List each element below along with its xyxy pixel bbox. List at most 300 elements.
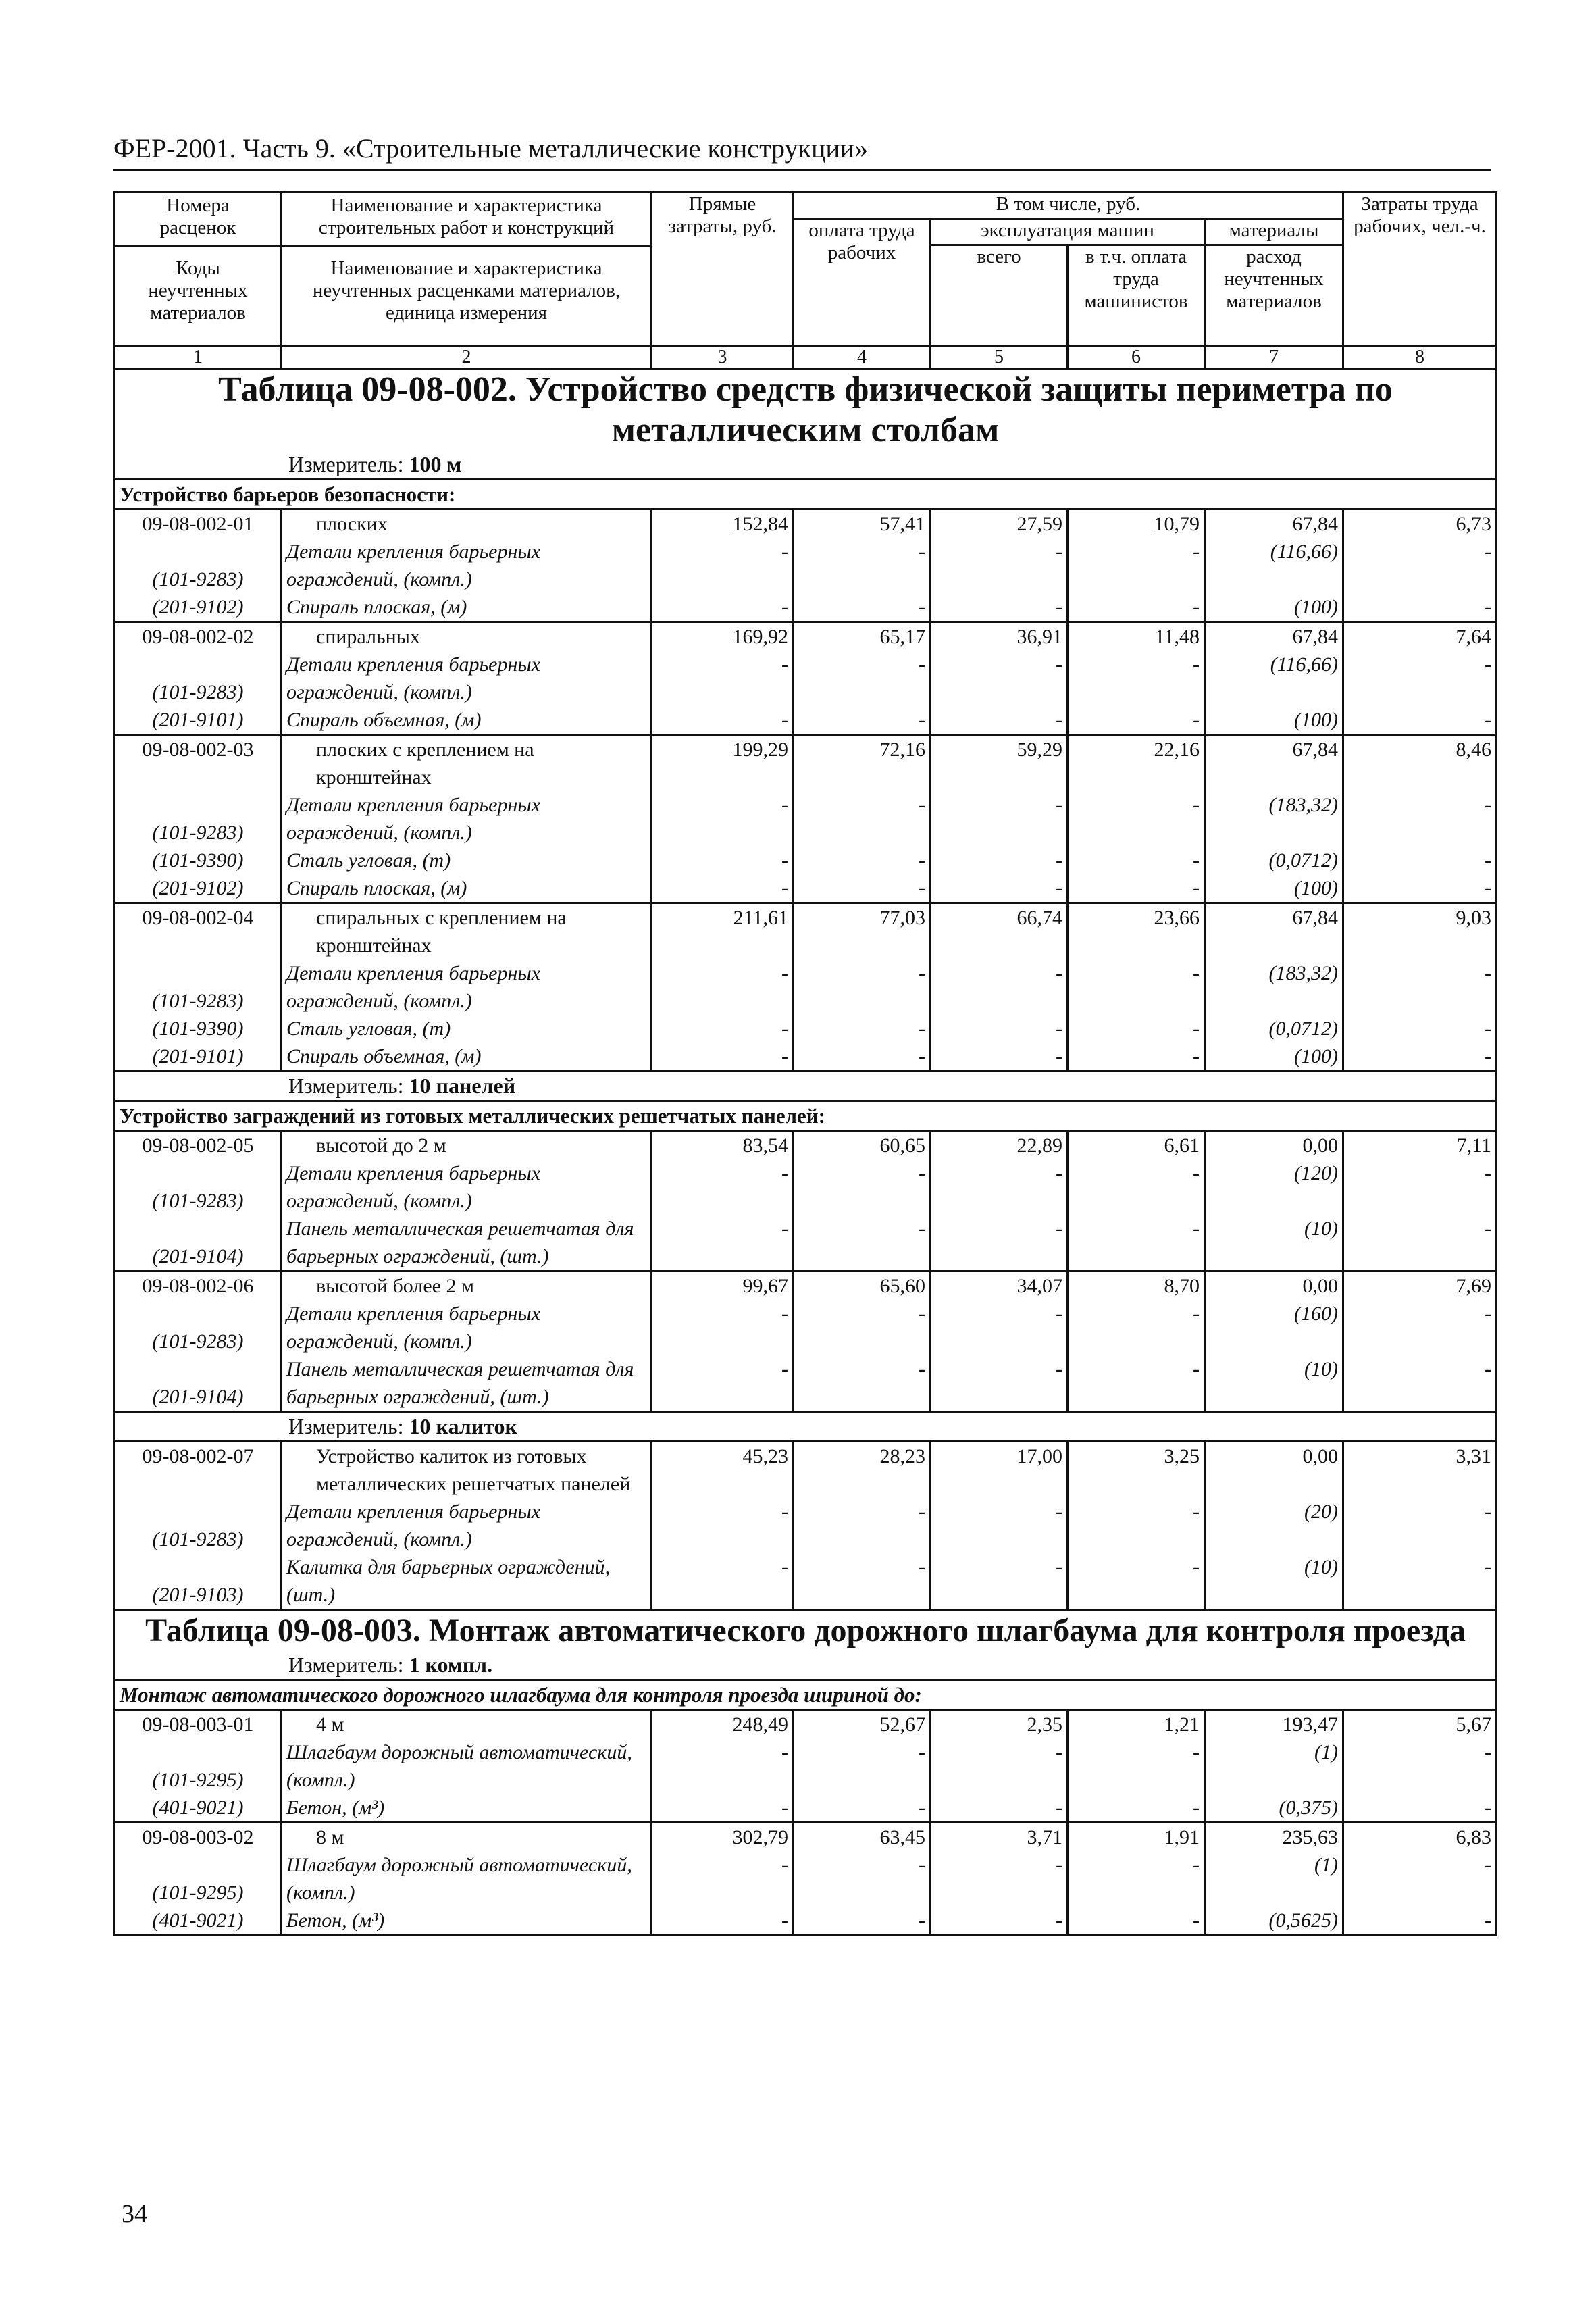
material-row xyxy=(115,1042,1497,1072)
rate-code: 09-08-002-05 xyxy=(115,1131,282,1160)
incl-header: В том числе, руб. xyxy=(794,193,1343,219)
dash: - xyxy=(1068,1042,1205,1072)
value-v4: 65,17 xyxy=(794,622,931,651)
rows-group-3 xyxy=(115,1442,1497,1610)
dash: - xyxy=(1068,847,1205,874)
material-row xyxy=(115,1215,1497,1272)
material-code: (401-9021) xyxy=(115,1907,282,1936)
work-name: спиральных с креплением на кронштейнах xyxy=(282,903,652,960)
value-v6: 3,25 xyxy=(1068,1442,1205,1499)
value-v3: 152,84 xyxy=(652,509,794,538)
value-v7: 0,00 xyxy=(1205,1272,1343,1301)
dash: - xyxy=(1343,1851,1497,1907)
material-quantity: (0,375) xyxy=(1205,1794,1343,1823)
material-row xyxy=(115,706,1497,735)
section-header: Монтаж автоматического дорожного шлагбаума для контроля проезда шириной до: xyxy=(115,1680,1497,1710)
material-quantity: (10) xyxy=(1205,1355,1343,1412)
dash: - xyxy=(652,1553,794,1610)
dash: - xyxy=(931,1907,1068,1936)
dash: - xyxy=(931,791,1068,847)
dash: - xyxy=(794,959,931,1015)
value-v3: 169,92 xyxy=(652,622,794,651)
material-code: (201-9104) xyxy=(115,1355,282,1412)
value-v6: 8,70 xyxy=(1068,1272,1205,1301)
dash: - xyxy=(931,1355,1068,1412)
value-v5: 22,89 xyxy=(931,1131,1068,1160)
material-quantity: (120) xyxy=(1205,1159,1343,1215)
value-v3: 199,29 xyxy=(652,735,794,792)
rows-group-2 xyxy=(115,1131,1497,1412)
value-v6: 1,91 xyxy=(1068,1823,1205,1852)
material-quantity: (100) xyxy=(1205,706,1343,735)
dash: - xyxy=(652,1300,794,1355)
dash: - xyxy=(1068,1015,1205,1042)
rows-group-1 xyxy=(115,509,1497,1072)
dash: - xyxy=(652,1215,794,1272)
dash: - xyxy=(1343,1907,1497,1936)
table-row xyxy=(115,1823,1497,1852)
dash: - xyxy=(652,651,794,706)
dash: - xyxy=(1343,1738,1497,1794)
material-name: Детали крепления барьерных ограждений, (компл.) xyxy=(282,538,652,593)
value-v8: 6,83 xyxy=(1343,1823,1497,1852)
material-name: Спираль объемная, (м) xyxy=(282,706,652,735)
material-code: (201-9101) xyxy=(115,1042,282,1072)
value-v8: 5,67 xyxy=(1343,1710,1497,1739)
value-v4: 52,67 xyxy=(794,1710,931,1739)
material-name: Спираль плоская, (м) xyxy=(282,874,652,903)
material-name: Бетон, (м³) xyxy=(282,1907,652,1936)
value-v5: 36,91 xyxy=(931,622,1068,651)
dash: - xyxy=(1343,1794,1497,1823)
col-number: 4 xyxy=(794,347,931,369)
dash: - xyxy=(794,1300,931,1355)
material-code: (401-9021) xyxy=(115,1794,282,1823)
dash: - xyxy=(652,1794,794,1823)
value-v7: 67,84 xyxy=(1205,735,1343,792)
material-name: Шлагбаум дорожный автоматический, (компл.) xyxy=(282,1851,652,1907)
dash: - xyxy=(1343,1498,1497,1553)
col-number: 3 xyxy=(652,347,794,369)
rate-code: 09-08-003-02 xyxy=(115,1823,282,1852)
rate-code: 09-08-002-01 xyxy=(115,509,282,538)
dash: - xyxy=(652,1159,794,1215)
table-title: Таблица 09-08-002. Устройство средств физической защиты периметра по металлическим столбам xyxy=(115,369,1497,451)
dash: - xyxy=(1068,1907,1205,1936)
dash: - xyxy=(652,1042,794,1072)
dash: - xyxy=(1343,959,1497,1015)
value-v6: 1,21 xyxy=(1068,1710,1205,1739)
col-number: 7 xyxy=(1205,347,1343,369)
dash: - xyxy=(794,706,931,735)
table-row xyxy=(115,903,1497,960)
material-quantity: (160) xyxy=(1205,1300,1343,1355)
table-row xyxy=(115,1710,1497,1739)
dash: - xyxy=(794,1738,931,1794)
value-v6: 23,66 xyxy=(1068,903,1205,960)
value-v8: 9,03 xyxy=(1343,903,1497,960)
material-row xyxy=(115,1159,1497,1215)
dash: - xyxy=(931,651,1068,706)
dash: - xyxy=(794,1907,931,1936)
work-name: плоских с креплением на кронштейнах xyxy=(282,735,652,792)
dash: - xyxy=(931,1553,1068,1610)
dash: - xyxy=(652,1738,794,1794)
material-code: (201-9101) xyxy=(115,706,282,735)
dash: - xyxy=(1068,1553,1205,1610)
col-number: 2 xyxy=(282,347,652,369)
dash: - xyxy=(794,1553,931,1610)
dash: - xyxy=(931,1851,1068,1907)
value-v3: 83,54 xyxy=(652,1131,794,1160)
dash: - xyxy=(931,1215,1068,1272)
material-code: (101-9283) xyxy=(115,651,282,706)
value-v8: 7,69 xyxy=(1343,1272,1497,1301)
col2-header: Наименование и характеристика строительных работ и конструкций Наименование и характеристика неучтенных расценками материалов, единица измерения xyxy=(282,193,652,347)
dash: - xyxy=(794,1794,931,1823)
material-name: Детали крепления барьерных ограждений, (компл.) xyxy=(282,651,652,706)
material-quantity: (183,32) xyxy=(1205,959,1343,1015)
dash: - xyxy=(1068,1794,1205,1823)
work-name: Устройство калиток из готовых металлических решетчатых панелей xyxy=(282,1442,652,1499)
material-code: (201-9102) xyxy=(115,874,282,903)
dash: - xyxy=(931,1159,1068,1215)
header-rule xyxy=(113,169,1491,171)
table-row xyxy=(115,735,1497,792)
value-v8: 6,73 xyxy=(1343,509,1497,538)
table-row xyxy=(115,509,1497,538)
dash: - xyxy=(652,1498,794,1553)
dash: - xyxy=(1068,538,1205,593)
dash: - xyxy=(1068,1498,1205,1553)
dash: - xyxy=(794,1015,931,1042)
dash: - xyxy=(931,1300,1068,1355)
material-quantity: (1) xyxy=(1205,1851,1343,1907)
material-quantity: (20) xyxy=(1205,1498,1343,1553)
table-09-08-002 xyxy=(115,369,1497,509)
material-row xyxy=(115,593,1497,622)
measure-row: Измеритель: 10 калиток xyxy=(115,1412,1497,1442)
value-v5: 34,07 xyxy=(931,1272,1068,1301)
material-name: Бетон, (м³) xyxy=(282,1794,652,1823)
material-code: (101-9283) xyxy=(115,1498,282,1553)
material-row xyxy=(115,1355,1497,1412)
dash: - xyxy=(652,1907,794,1936)
material-code: (101-9283) xyxy=(115,1159,282,1215)
rate-code: 09-08-002-02 xyxy=(115,622,282,651)
material-code: (101-9283) xyxy=(115,538,282,593)
table-row xyxy=(115,1272,1497,1301)
dash: - xyxy=(1068,651,1205,706)
material-name: Сталь угловая, (т) xyxy=(282,1015,652,1042)
measure-row: Измеритель: 1 компл. xyxy=(115,1651,1497,1680)
dash: - xyxy=(652,1851,794,1907)
dash: - xyxy=(1068,1159,1205,1215)
col8-header: Затраты труда рабочих, чел.-ч. xyxy=(1343,193,1497,347)
dash: - xyxy=(652,593,794,622)
col3-header: Прямые затраты, руб. xyxy=(652,193,794,347)
dash: - xyxy=(652,874,794,903)
value-v4: 72,16 xyxy=(794,735,931,792)
value-v8: 7,64 xyxy=(1343,622,1497,651)
material-quantity: (10) xyxy=(1205,1553,1343,1610)
page-number: 34 xyxy=(122,2200,147,2228)
dash: - xyxy=(1343,1215,1497,1272)
dash: - xyxy=(1343,847,1497,874)
value-v8: 8,46 xyxy=(1343,735,1497,792)
section-header: Устройство заграждений из готовых металлических решетчатых панелей: xyxy=(115,1101,1497,1131)
value-v3: 211,61 xyxy=(652,903,794,960)
rate-code: 09-08-002-07 xyxy=(115,1442,282,1499)
material-name: Спираль плоская, (м) xyxy=(282,593,652,622)
value-v6: 6,61 xyxy=(1068,1131,1205,1160)
material-row xyxy=(115,1553,1497,1610)
material-name: Детали крепления барьерных ограждений, (компл.) xyxy=(282,1159,652,1215)
value-v3: 99,67 xyxy=(652,1272,794,1301)
dash: - xyxy=(1343,1015,1497,1042)
material-code: (101-9295) xyxy=(115,1738,282,1794)
material-quantity: (0,0712) xyxy=(1205,1015,1343,1042)
value-v4: 63,45 xyxy=(794,1823,931,1852)
rate-code: 09-08-003-01 xyxy=(115,1710,282,1739)
dash: - xyxy=(652,847,794,874)
material-code: (101-9390) xyxy=(115,1015,282,1042)
material-row xyxy=(115,791,1497,847)
value-v4: 65,60 xyxy=(794,1272,931,1301)
material-name: Детали крепления барьерных ограждений, (компл.) xyxy=(282,959,652,1015)
material-row xyxy=(115,538,1497,593)
dash: - xyxy=(652,1355,794,1412)
dash: - xyxy=(1343,538,1497,593)
section-header: Устройство барьеров безопасности: xyxy=(115,480,1497,509)
dash: - xyxy=(794,1215,931,1272)
work-name: 8 м xyxy=(282,1823,652,1852)
dash: - xyxy=(931,593,1068,622)
material-name: Детали крепления барьерных ограждений, (компл.) xyxy=(282,1498,652,1553)
dash: - xyxy=(931,874,1068,903)
dash: - xyxy=(931,1738,1068,1794)
material-code: (201-9102) xyxy=(115,593,282,622)
value-v7: 193,47 xyxy=(1205,1710,1343,1739)
rows-group-4 xyxy=(115,1710,1497,1936)
work-name: плоских xyxy=(282,509,652,538)
table-row xyxy=(115,1131,1497,1160)
dash: - xyxy=(794,1851,931,1907)
dash: - xyxy=(1068,874,1205,903)
value-v5: 59,29 xyxy=(931,735,1068,792)
dash: - xyxy=(652,791,794,847)
material-row xyxy=(115,1015,1497,1042)
work-name: 4 м xyxy=(282,1710,652,1739)
dash: - xyxy=(1343,874,1497,903)
measure-row: Измеритель: 100 м xyxy=(115,451,1497,480)
value-v4: 57,41 xyxy=(794,509,931,538)
dash: - xyxy=(652,706,794,735)
material-code: (101-9390) xyxy=(115,847,282,874)
material-name: Панель металлическая решетчатая для барьерных ограждений, (шт.) xyxy=(282,1355,652,1412)
material-code: (101-9283) xyxy=(115,791,282,847)
material-quantity: (183,32) xyxy=(1205,791,1343,847)
value-v6: 11,48 xyxy=(1068,622,1205,651)
dash: - xyxy=(1343,1355,1497,1412)
material-row xyxy=(115,1907,1497,1936)
dash: - xyxy=(1343,1300,1497,1355)
dash: - xyxy=(1068,593,1205,622)
material-row xyxy=(115,847,1497,874)
material-row xyxy=(115,1738,1497,1794)
table-09-08-003 xyxy=(115,1610,1497,1710)
value-v8: 7,11 xyxy=(1343,1131,1497,1160)
material-quantity: (1) xyxy=(1205,1738,1343,1794)
dash: - xyxy=(931,706,1068,735)
dash: - xyxy=(1343,593,1497,622)
material-row xyxy=(115,1851,1497,1907)
dash: - xyxy=(794,593,931,622)
material-code: (101-9283) xyxy=(115,1300,282,1355)
material-code: (101-9295) xyxy=(115,1851,282,1907)
dash: - xyxy=(794,1498,931,1553)
material-quantity: (116,66) xyxy=(1205,651,1343,706)
dash: - xyxy=(794,651,931,706)
dash: - xyxy=(931,959,1068,1015)
dash: - xyxy=(652,959,794,1015)
value-v4: 77,03 xyxy=(794,903,931,960)
dash: - xyxy=(652,538,794,593)
dash: - xyxy=(931,1015,1068,1042)
value-v7: 0,00 xyxy=(1205,1442,1343,1499)
dash: - xyxy=(794,538,931,593)
material-quantity: (100) xyxy=(1205,593,1343,622)
value-v5: 3,71 xyxy=(931,1823,1068,1852)
dash: - xyxy=(931,1498,1068,1553)
dash: - xyxy=(1068,791,1205,847)
material-quantity: (0,0712) xyxy=(1205,847,1343,874)
dash: - xyxy=(794,847,931,874)
rate-code: 09-08-002-06 xyxy=(115,1272,282,1301)
material-name: Калитка для барьерных ограждений, (шт.) xyxy=(282,1553,652,1610)
dash: - xyxy=(652,1015,794,1042)
dash: - xyxy=(794,1042,931,1072)
dash: - xyxy=(794,1159,931,1215)
value-v5: 66,74 xyxy=(931,903,1068,960)
machines-header: эксплуатация машин xyxy=(931,219,1205,245)
dash: - xyxy=(1068,959,1205,1015)
value-v4: 28,23 xyxy=(794,1442,931,1499)
dash: - xyxy=(1068,1738,1205,1794)
document-header-title: ФЕР-2001. Часть 9. «Строительные металлические конструкции» xyxy=(113,133,869,164)
col1-header: Номера расценок Коды неучтенных материалов xyxy=(115,193,282,347)
value-v4: 60,65 xyxy=(794,1131,931,1160)
value-v7: 67,84 xyxy=(1205,903,1343,960)
dash: - xyxy=(1343,706,1497,735)
materials-header: материалы xyxy=(1205,219,1343,245)
material-code: (201-9104) xyxy=(115,1215,282,1272)
material-quantity: (100) xyxy=(1205,1042,1343,1072)
material-name: Детали крепления барьерных ограждений, (компл.) xyxy=(282,791,652,847)
material-name: Спираль объемная, (м) xyxy=(282,1042,652,1072)
material-name: Панель металлическая решетчатая для барьерных ограждений, (шт.) xyxy=(282,1215,652,1272)
col-number: 8 xyxy=(1343,347,1497,369)
col6-header: в т.ч. оплата труда машинистов xyxy=(1068,245,1205,347)
value-v5: 27,59 xyxy=(931,509,1068,538)
value-v6: 22,16 xyxy=(1068,735,1205,792)
material-name: Шлагбаум дорожный автоматический, (компл.) xyxy=(282,1738,652,1794)
material-row xyxy=(115,874,1497,903)
dash: - xyxy=(794,874,931,903)
dash: - xyxy=(1068,1215,1205,1272)
material-row xyxy=(115,959,1497,1015)
rate-code: 09-08-002-04 xyxy=(115,903,282,960)
value-v8: 3,31 xyxy=(1343,1442,1497,1499)
dash: - xyxy=(1343,1042,1497,1072)
dash: - xyxy=(1343,1553,1497,1610)
value-v5: 17,00 xyxy=(931,1442,1068,1499)
value-v7: 67,84 xyxy=(1205,622,1343,651)
material-quantity: (116,66) xyxy=(1205,538,1343,593)
dash: - xyxy=(1343,1159,1497,1215)
value-v7: 0,00 xyxy=(1205,1131,1343,1160)
material-quantity: (0,5625) xyxy=(1205,1907,1343,1936)
value-v6: 10,79 xyxy=(1068,509,1205,538)
material-row xyxy=(115,1300,1497,1355)
col-number: 1 xyxy=(115,347,282,369)
material-name: Сталь угловая, (т) xyxy=(282,847,652,874)
material-quantity: (10) xyxy=(1205,1215,1343,1272)
col5-header: всего xyxy=(931,245,1068,347)
value-v3: 248,49 xyxy=(652,1710,794,1739)
material-code: (201-9103) xyxy=(115,1553,282,1610)
table-title: Таблица 09-08-003. Монтаж автоматического дорожного шлагбаума для контроля проезда xyxy=(115,1610,1497,1652)
value-v7: 235,63 xyxy=(1205,1823,1343,1852)
work-name: высотой более 2 м xyxy=(282,1272,652,1301)
dash: - xyxy=(1068,1851,1205,1907)
dash: - xyxy=(794,1355,931,1412)
measure-row: Измеритель: 10 панелей xyxy=(115,1072,1497,1101)
table-header xyxy=(115,193,1497,369)
material-name: Детали крепления барьерных ограждений, (компл.) xyxy=(282,1300,652,1355)
table-row xyxy=(115,1442,1497,1499)
value-v3: 45,23 xyxy=(652,1442,794,1499)
table-row xyxy=(115,622,1497,651)
material-row xyxy=(115,1794,1497,1823)
dash: - xyxy=(931,538,1068,593)
value-v5: 2,35 xyxy=(931,1710,1068,1739)
material-row xyxy=(115,1498,1497,1553)
col-number: 6 xyxy=(1068,347,1205,369)
dash: - xyxy=(1068,706,1205,735)
dash: - xyxy=(931,847,1068,874)
work-name: спиральных xyxy=(282,622,652,651)
dash: - xyxy=(1343,651,1497,706)
dash: - xyxy=(1068,1300,1205,1355)
dash: - xyxy=(931,1794,1068,1823)
col-number: 5 xyxy=(931,347,1068,369)
material-code: (101-9283) xyxy=(115,959,282,1015)
dash: - xyxy=(1343,791,1497,847)
dash: - xyxy=(1068,1355,1205,1412)
material-row xyxy=(115,651,1497,706)
col4-header: оплата труда рабочих xyxy=(794,219,931,347)
rate-code: 09-08-002-03 xyxy=(115,735,282,792)
dash: - xyxy=(794,791,931,847)
value-v7: 67,84 xyxy=(1205,509,1343,538)
value-v3: 302,79 xyxy=(652,1823,794,1852)
work-name: высотой до 2 м xyxy=(282,1131,652,1160)
price-table xyxy=(113,191,1497,1936)
col7-header: расход неучтенных материалов xyxy=(1205,245,1343,347)
material-quantity: (100) xyxy=(1205,874,1343,903)
dash: - xyxy=(931,1042,1068,1072)
